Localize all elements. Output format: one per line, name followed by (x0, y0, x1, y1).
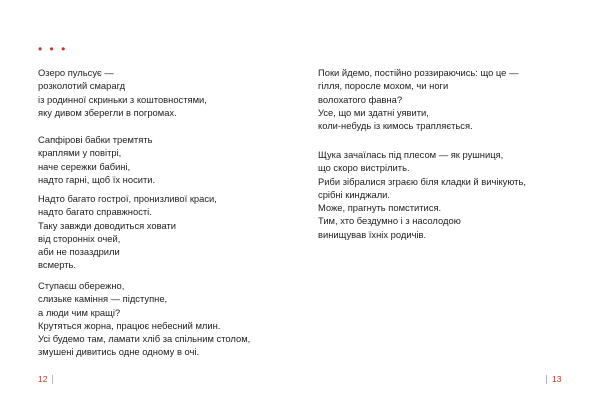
poem-line: Крутяться жорна, працює небесний млин. (38, 319, 221, 331)
poem-line: Усі будемо там, ламати хліб за спільним столом, (38, 333, 251, 345)
page-number-right (541, 374, 561, 384)
poem-line: всмерть. (38, 259, 77, 271)
page-number: 13 (552, 374, 562, 384)
folio-separator (52, 375, 53, 384)
poem-line: аби не позаздрили (38, 246, 120, 258)
poem-line: Ступаєш обережно, (38, 280, 125, 291)
poem-line: срібні кинджали. (318, 188, 391, 200)
poem-line: Надто багато гострої, пронизливої краси, (38, 193, 217, 204)
poem-line: гілля, поросле мохом, чи ноги (318, 80, 449, 92)
poem-line: Усе, що ми здатні уявити, (318, 106, 429, 118)
right-page (300, 0, 600, 412)
poem-line: розколотий смарагд (38, 80, 126, 92)
poem-line: Тим, хто бездумно і з насолодою (318, 215, 461, 227)
poem-line: Щука зачаїлась під плесом — як рушниця, (318, 149, 504, 160)
ornament-dots: • • • (38, 42, 68, 56)
poem-line: Поки йдемо, постійно роззираючись: що це — (318, 67, 519, 78)
poem-line: Озеро пульсує — (38, 67, 114, 78)
folio-separator (546, 375, 547, 384)
stanza (318, 66, 518, 132)
page-number-left (38, 374, 58, 384)
poem-line: Риби зібралися зграєю біля кладки й вичікують, (318, 175, 526, 187)
stanza (38, 66, 207, 119)
page-number: 12 (38, 374, 48, 384)
poem-line: що скоро вистрілить. (318, 162, 410, 174)
poem-line: змушені дивитись одне одному в очі. (38, 346, 200, 358)
poem-line: винищував їхніх родичів. (318, 228, 427, 240)
poem-line: слизьке каміння — підступне, (38, 293, 168, 305)
poem-line: із родинної скриньки з коштовностями, (38, 93, 207, 105)
poem-line: краплями у повітрі, (38, 147, 122, 159)
poem-line: наче сережки бабині, (38, 160, 131, 172)
poem-line: Може, прагнуть помститися. (318, 202, 442, 214)
poem-line: Сапфірові бабки тремтять (38, 134, 153, 145)
poem-line: надто гарні, щоб їх носити. (38, 173, 156, 185)
poem-line: від сторонніх очей, (38, 232, 121, 244)
poem-line: коли-небудь із кимось трапляється. (318, 120, 473, 132)
poem-line: волохатого фавна? (318, 93, 403, 105)
poem-line: Таку завжди доводиться ховати (38, 219, 177, 231)
poem-line: надто багато справжності. (38, 206, 152, 218)
stanza (38, 279, 250, 359)
poem-line: а люди чим кращі? (38, 306, 121, 318)
poem-line: яку дивом зберегли в погромах. (38, 106, 177, 118)
stanza (38, 133, 155, 186)
stanza (318, 148, 526, 241)
stanza (38, 192, 217, 272)
